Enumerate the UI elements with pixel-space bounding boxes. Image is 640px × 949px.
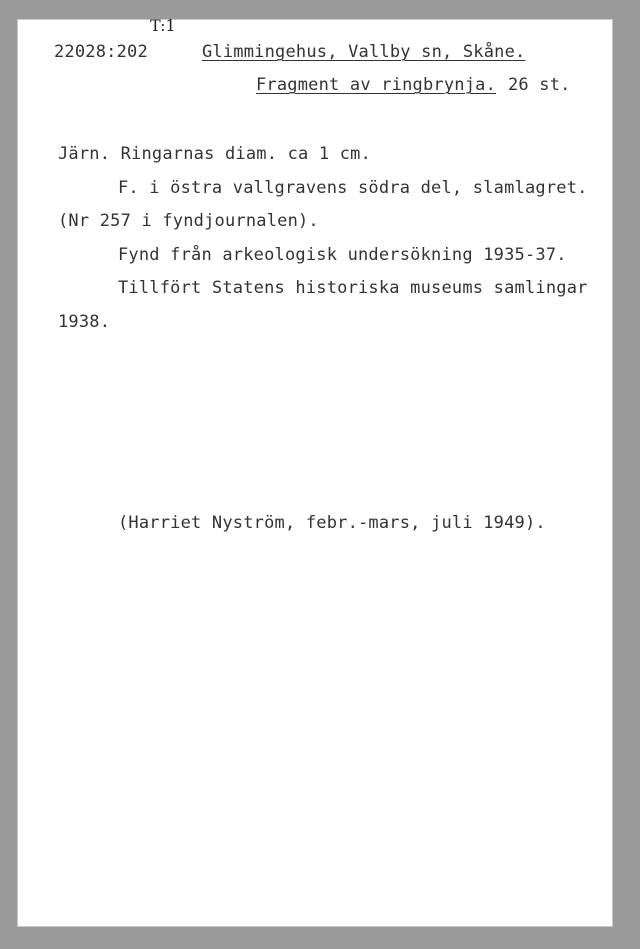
quantity: 26 st. bbox=[508, 75, 571, 95]
journal-line: (Nr 257 i fyndjournalen). bbox=[58, 211, 319, 231]
find-location-line: F. i östra vallgravens södra del, slamlagret. bbox=[118, 178, 588, 198]
excavation-line: Fynd från arkeologisk undersökning 1935-37. bbox=[118, 245, 567, 265]
signature-line: (Harriet Nyström, febr.-mars, juli 1949). bbox=[118, 513, 546, 533]
catalog-card bbox=[18, 16, 612, 926]
catalog-number: 22028:202 bbox=[54, 42, 148, 62]
year-line: 1938. bbox=[58, 312, 111, 332]
collection-line: Tillfört Statens historiska museums samlingar bbox=[118, 278, 588, 298]
handwritten-mark: T:1 bbox=[150, 16, 176, 35]
object-title: Fragment av ringbrynja. bbox=[256, 75, 497, 95]
material-line: Järn. Ringarnas diam. ca 1 cm. bbox=[58, 144, 372, 164]
location: Glimmingehus, Vallby sn, Skåne. bbox=[202, 42, 526, 62]
